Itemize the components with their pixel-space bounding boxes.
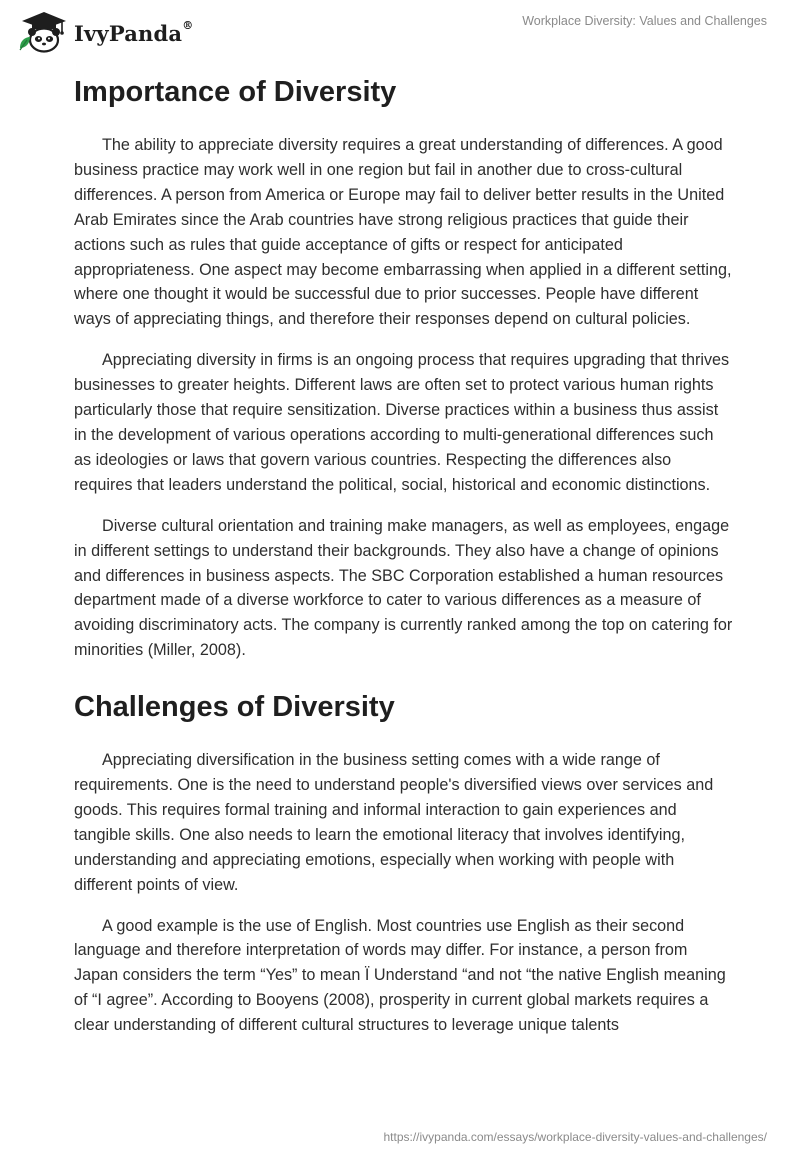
source-url[interactable]: https://ivypanda.com/essays/workplace-diversity-values-and-challenges/ xyxy=(383,1130,767,1144)
article-content xyxy=(74,70,734,1038)
brand-text: IvyPanda xyxy=(74,21,183,46)
brand-name xyxy=(74,21,193,46)
paragraph: Appreciating diversity in firms is an ongoing process that requires upgrading that thrives businesses to greater heights. Different laws are often set to protect various human rights particularly those that require sensitization. Diverse practices within a business thus assist in the development of various operations according to multi-generational differences such as ideologies or laws that govern various countries. Respecting the differences also requires that leaders understand the political, social, historical and economic distinctions. xyxy=(74,351,730,494)
page-header xyxy=(0,0,800,60)
paragraph: Diverse cultural orientation and training make managers, as well as employees, engage in different settings to understand their backgrounds. They also have a change of opinions and differences in business aspects. The SBC Corporation established a human resources department made of a diverse workforce to cater to various differences as a measure of avoiding discriminatory acts. The company is currently ranked among the top on catering for minorities (Miller, 2008). xyxy=(74,516,733,660)
registered-mark: ® xyxy=(182,19,194,32)
paragraph: Appreciating diversification in the business setting comes with a wide range of requirements. One is the need to understand people's diversified views over services and goods. This requires formal training and informal interaction to gain experiences and tangible skills. One also needs to learn the emotional literacy that involves identifying, understanding and appreciating emotions, especially when working with people with different points of view. xyxy=(74,751,714,894)
section-heading-challenges: Challenges of Diversity xyxy=(74,691,395,724)
panda-graduate-logo-icon xyxy=(14,10,70,54)
paragraph: A good example is the use of English. Most countries use English as their second language and therefore interpretation of words may differ. For instance, a person from Japan considers the term “Yes” to mean Ï Understand “and not “the native English meaning of “I agree”. According to Booyens (2008), prosperity in current global markets requires a clear understanding of different cultural structures to leverage unique talents xyxy=(74,916,726,1035)
ivypanda-logo[interactable] xyxy=(14,10,254,52)
section-heading-importance: Importance of Diversity xyxy=(74,76,397,108)
paragraph: The ability to appreciate diversity requires a great understanding of differences. A good business practice may work well in one region but fail in another due to cross-cultural differences. A person from America or Europe may fail to deliver better results in the United Arab Emirates since the Arab countries have strong religious practices that guide their actions such as rules that guide acceptance of gifts or respect for anticipated appropriateness. One aspect may become embarrassing when applied in a different setting, where one thought it would be successful due to prior successes. People have different ways of appreciating things, and therefore their responses depend on cultural policies. xyxy=(74,136,732,329)
document-title: Workplace Diversity: Values and Challenges xyxy=(522,14,767,28)
